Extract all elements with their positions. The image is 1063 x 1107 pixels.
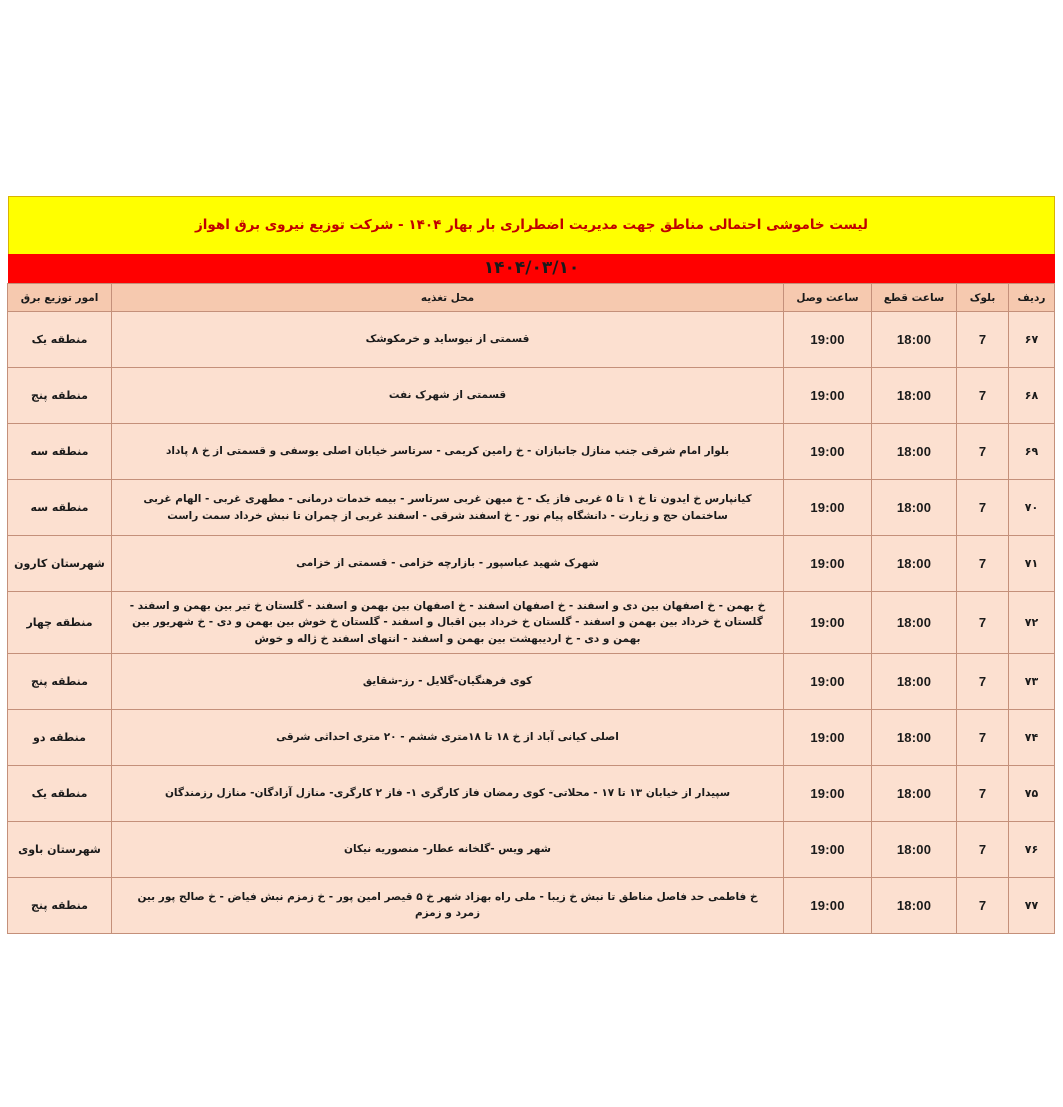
outage-table xyxy=(7,283,1055,934)
cell-blok: 7 xyxy=(957,709,1009,765)
column-header-omur: امور توزیع برق xyxy=(8,284,112,312)
table-row xyxy=(8,480,1055,536)
cell-mahal: خ بهمن - خ اصفهان بین دی و اسفند - خ اصفهان اسفند - خ اصفهان بین بهمن و اسفند - گلستان خ تیر بین بهمن و اسفند - گلستان خ خرداد بین بهمن و اسفند - گلستان خ خرداد بین اقبال و اسفند - گلستان خ خوش بین بهمن و دی - خ شهریور بین بهمن و دی - خ اردیبهشت بین بهمن و اسفند - انتهای اسفند خ ژاله و خوش xyxy=(112,592,784,654)
page-title: لیست خاموشی احتمالی مناطق جهت مدیریت اضطراری بار بهار ۱۴۰۴ - شرکت توزیع نیروی برق اهواز xyxy=(195,217,868,234)
cell-radif: ۶۹ xyxy=(1009,424,1055,480)
cell-ghat: 18:00 xyxy=(872,592,957,654)
cell-omur: منطقه پنج xyxy=(8,877,112,933)
cell-omur: شهرستان باوی xyxy=(8,821,112,877)
cell-blok: 7 xyxy=(957,765,1009,821)
cell-mahal: کیانپارس خ ایدون تا خ ۱ تا ۵ غربی فاز یک - خ میهن غربی سرتاسر - بیمه خدمات درمانی - مطهری غربی - الهام غربی ساختمان حج و زیارت - دانشگاه پیام نور - خ اسفند شرقی - اسفند غربی از چمران تا نبش خرداد سمت راست xyxy=(112,480,784,536)
cell-ghat: 18:00 xyxy=(872,536,957,592)
cell-omur: منطقه یک xyxy=(8,765,112,821)
cell-ghat: 18:00 xyxy=(872,709,957,765)
cell-mahal: قسمتی از نیوساید و خرمکوشک xyxy=(112,312,784,368)
cell-omur: منطقه دو xyxy=(8,709,112,765)
cell-blok: 7 xyxy=(957,653,1009,709)
cell-omur: منطقه پنج xyxy=(8,368,112,424)
cell-blok: 7 xyxy=(957,877,1009,933)
cell-vasl: 19:00 xyxy=(784,368,872,424)
column-header-vasl: ساعت وصل xyxy=(784,284,872,312)
cell-omur: منطقه سه xyxy=(8,480,112,536)
cell-radif: ۷۲ xyxy=(1009,592,1055,654)
cell-vasl: 19:00 xyxy=(784,480,872,536)
cell-omur: شهرستان کارون xyxy=(8,536,112,592)
cell-blok: 7 xyxy=(957,821,1009,877)
cell-vasl: 19:00 xyxy=(784,312,872,368)
cell-blok: 7 xyxy=(957,312,1009,368)
table-row xyxy=(8,653,1055,709)
cell-vasl: 19:00 xyxy=(784,765,872,821)
cell-radif: ۶۸ xyxy=(1009,368,1055,424)
header-row xyxy=(8,284,1055,312)
table-row xyxy=(8,368,1055,424)
cell-radif: ۷۰ xyxy=(1009,480,1055,536)
cell-ghat: 18:00 xyxy=(872,312,957,368)
table-row xyxy=(8,536,1055,592)
column-header-blok: بلوک xyxy=(957,284,1009,312)
table-body xyxy=(8,312,1055,934)
date-banner xyxy=(8,254,1055,283)
table-row xyxy=(8,709,1055,765)
table-header xyxy=(8,284,1055,312)
cell-radif: ۷۱ xyxy=(1009,536,1055,592)
column-header-mahal: محل تغذیه xyxy=(112,284,784,312)
cell-ghat: 18:00 xyxy=(872,821,957,877)
cell-radif: ۷۴ xyxy=(1009,709,1055,765)
cell-omur: منطقه پنج xyxy=(8,653,112,709)
table-row xyxy=(8,821,1055,877)
cell-vasl: 19:00 xyxy=(784,592,872,654)
cell-mahal: شهر ویس -گلخانه عطار- منصوریه نیکان xyxy=(112,821,784,877)
cell-vasl: 19:00 xyxy=(784,709,872,765)
cell-ghat: 18:00 xyxy=(872,765,957,821)
cell-vasl: 19:00 xyxy=(784,424,872,480)
cell-blok: 7 xyxy=(957,592,1009,654)
cell-blok: 7 xyxy=(957,480,1009,536)
cell-mahal: کوی فرهنگیان-گلایل - رز-شقایق xyxy=(112,653,784,709)
table-row xyxy=(8,877,1055,933)
cell-omur: منطقه سه xyxy=(8,424,112,480)
cell-mahal: قسمتی از شهرک نفت xyxy=(112,368,784,424)
cell-mahal: اصلی کیانی آباد از خ ۱۸ تا ۱۸متری ششم - ۲۰ متری احداثی شرقی xyxy=(112,709,784,765)
cell-ghat: 18:00 xyxy=(872,480,957,536)
cell-vasl: 19:00 xyxy=(784,877,872,933)
table-row xyxy=(8,312,1055,368)
cell-blok: 7 xyxy=(957,368,1009,424)
cell-ghat: 18:00 xyxy=(872,877,957,933)
cell-vasl: 19:00 xyxy=(784,821,872,877)
cell-mahal: شهرک شهید عباسپور - بازارچه خزامی - قسمتی از خزامی xyxy=(112,536,784,592)
cell-ghat: 18:00 xyxy=(872,424,957,480)
cell-ghat: 18:00 xyxy=(872,653,957,709)
cell-vasl: 19:00 xyxy=(784,653,872,709)
cell-mahal: خ فاطمی حد فاصل مناطق تا نبش خ زیبا - ملی راه بهزاد شهر خ ۵ قیصر امین پور - خ زمزم نبش فیاض - خ صالح پور بین زمرد و زمزم xyxy=(112,877,784,933)
cell-blok: 7 xyxy=(957,424,1009,480)
cell-radif: ۷۳ xyxy=(1009,653,1055,709)
cell-mahal: بلوار امام شرقی جنب منازل جانبازان - خ رامین کریمی - سرتاسر خیابان اصلی یوسفی و قسمتی از خ ۸ پاداد xyxy=(112,424,784,480)
cell-ghat: 18:00 xyxy=(872,368,957,424)
column-header-radif: ردیف xyxy=(1009,284,1055,312)
cell-mahal: سپیدار از خیابان ۱۳ تا ۱۷ - محلاتی- کوی رمضان فاز کارگری ۱- فاز ۲ کارگری- منازل آزادگان- منازل رزمندگان xyxy=(112,765,784,821)
title-banner xyxy=(8,196,1055,254)
outage-schedule-sheet xyxy=(8,196,1055,934)
table-row xyxy=(8,765,1055,821)
cell-blok: 7 xyxy=(957,536,1009,592)
cell-radif: ۷۶ xyxy=(1009,821,1055,877)
schedule-date: ۱۴۰۴/۰۳/۱۰ xyxy=(483,258,580,278)
table-row xyxy=(8,424,1055,480)
cell-radif: ۶۷ xyxy=(1009,312,1055,368)
column-header-ghat: ساعت قطع xyxy=(872,284,957,312)
cell-vasl: 19:00 xyxy=(784,536,872,592)
cell-omur: منطقه چهار xyxy=(8,592,112,654)
cell-radif: ۷۷ xyxy=(1009,877,1055,933)
cell-radif: ۷۵ xyxy=(1009,765,1055,821)
table-row xyxy=(8,592,1055,654)
cell-omur: منطقه یک xyxy=(8,312,112,368)
